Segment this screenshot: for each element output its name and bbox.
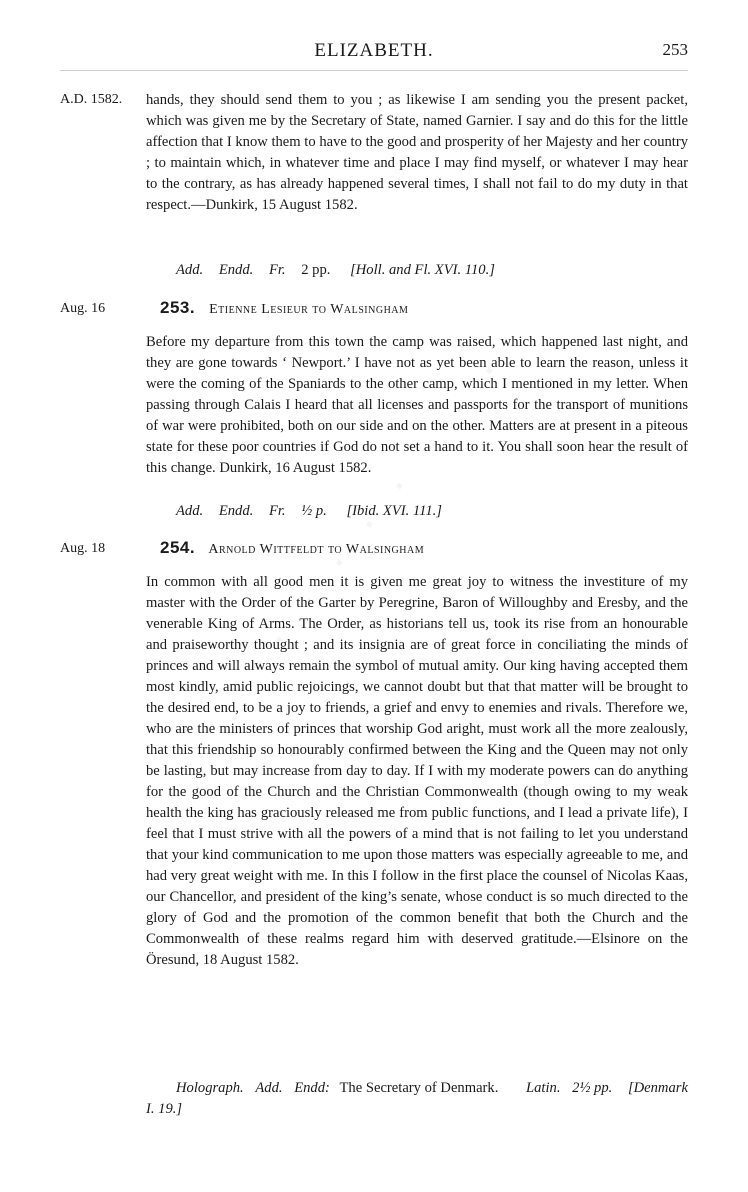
entry-253-date: Aug. 16: [60, 301, 106, 316]
entry-254-endnote: [146, 1078, 688, 1120]
margin-year: [60, 92, 122, 108]
entry-253-heading: [160, 298, 408, 318]
endnote-reference: [Ibid. XVI. 111.]: [346, 503, 442, 519]
continued-entry-text: hands, they should send them to you ; as likewise I am sending you the present packet, which was given me by the Secretary of State, named Garnier. I say and do this for the little affection that I know them to have to the good and prosperity of her Majesty and her country ; to maintain which, in whatever time and place I may find myself, or whatever I may hear to the contrary, as has already happened several times, I shall not fail to do my duty in that respect.—Dunkirk, 15 August 1582.: [146, 92, 688, 213]
endnote-add: Add.: [255, 1080, 283, 1096]
endnote-language: Fr.: [268, 262, 286, 278]
endnote-reference: [Denmark I. 19.]: [146, 1080, 688, 1117]
endnote-endd: Endd.: [218, 503, 254, 519]
entry-254-number: 254.: [160, 538, 196, 557]
running-head: [60, 40, 688, 70]
header-rule: [60, 70, 688, 71]
entry-254-text: In common with all good men it is given me great joy to witness the investiture of my master with the Order of the Garter by Peregrine, Baron of Willoughby and Eresby, and the venerable King of Arms. The Order, as historians tell us, took its rise from an honourable and praiseworthy thought ; and its insignia are of great force in conciliating the minds of princes and will always remain the symbol of mutual amity. Our king having accepted them most kindly, amid public rejoicings, we cannot doubt but that that matter will be brought to the desired end, to be a joy to friends, a grief and envy to enemies and rivals. Therefore we, who are the ministers of princes that worship God aright, must work all the more zealously, that this friendship so honourably confirmed between the King and the Queen may not only be lasting, but may increase from day to day. If I with my moderate powers can do anything for the good of the Church and the Christian Commonwealth (though owing to my weak health the king has graciously released me from public functions, and I lead a private life), I feel that I must strive with all the powers of a mind that is not failing to let you understand that your kind communication to me upon those matters was especially agreeable to me, and had very great weight with me. In this I follow in the first place the counsel of Nicolas Kaas, our Chancellor, and president of the king’s senate, whose conduct is so much directed to the glory of God and the promotion of the common benefit that both the Church and the Commonwealth of these realms regard him with deserved gratitude.—Elsinore on the Öresund, 18 August 1582.: [146, 574, 688, 968]
endnote-endd: Endd:: [294, 1080, 330, 1096]
endnote-language: Fr.: [268, 503, 286, 519]
entry-254-date: Aug. 18: [60, 541, 106, 556]
endnote-pages: 2 pp.: [301, 262, 331, 278]
margin-year-value: 1582.: [90, 92, 123, 107]
endnote-pages: 2½ pp.: [572, 1080, 613, 1096]
entry-254-title: Arnold Wittfeldt to Walsingham: [208, 542, 425, 557]
endnote-add: Add.: [176, 503, 204, 519]
page-number: 253: [662, 40, 688, 59]
entry-253-endnote: [176, 503, 442, 520]
endnote-reference: [Holl. and Fl. XVI. 110.]: [350, 262, 495, 278]
margin-year-prefix: A.D.: [60, 92, 88, 107]
entry-253-number: 253.: [160, 298, 196, 317]
endnote-pages: ½ p.: [301, 503, 327, 519]
continued-entry-endnote: [176, 262, 495, 279]
entry-254-heading: [160, 538, 424, 558]
endnote-endd: Endd.: [218, 262, 254, 278]
running-title: ELIZABETH.: [314, 40, 434, 61]
endnote-language: Latin.: [526, 1080, 561, 1096]
endnote-holograph: Holograph.: [176, 1080, 244, 1096]
endnote-endorsement: The Secretary of Denmark.: [339, 1080, 499, 1096]
entry-253-title: Etienne Lesieur to Walsingham: [209, 302, 409, 317]
endnote-add: Add.: [176, 262, 204, 278]
entry-253-text: Before my departure from this town the camp was raised, which happened last night, and they are gone towards ‘ Newport.’ I have not as yet been able to learn the reason, unless it were the coming of the Spaniards to the other camp, which I mentioned in my letter. When passing through Calais I heard that all licenses and passports for the transport of munitions of war were prohibited, both on our side and on the other. Matters are at present in a piteous state for these poor countries if God do not set a hand to it. You shall soon hear the result of this change. Dunkirk, 16 August 1582.: [146, 334, 688, 476]
